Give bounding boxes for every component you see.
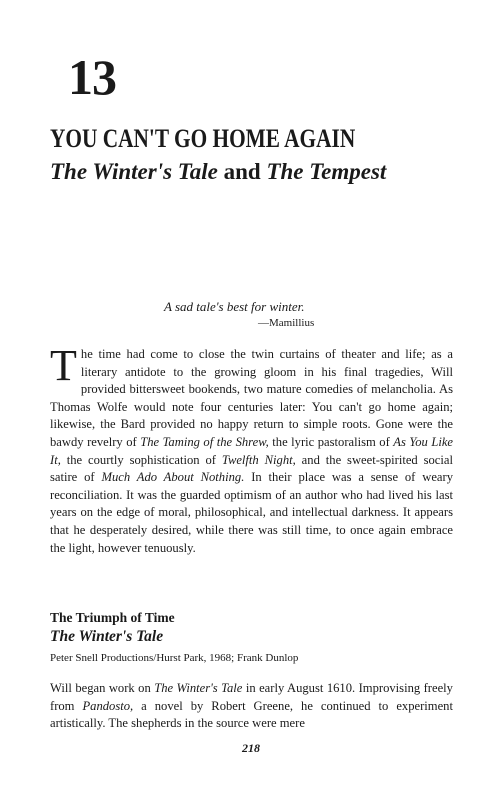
subtitle-play-2: The Tempest xyxy=(266,159,387,184)
chapter-title: YOU CAN'T GO HOME AGAIN xyxy=(50,124,356,153)
chapter-subtitle xyxy=(50,160,386,183)
text-run: in early August 1610. Improvising freely from xyxy=(50,681,453,713)
section-heading: The Triumph of Time xyxy=(50,610,175,625)
section-subheading: The Winter's Tale xyxy=(50,628,164,645)
italic-title-run: Pandosto, xyxy=(82,698,134,713)
text-run: and the sweet-spirited social satire of xyxy=(50,452,453,485)
text-run: the lyric pastoralism of xyxy=(268,434,394,449)
subtitle-play-1: The Winter's Tale xyxy=(50,159,218,184)
text-run: a novel by Robert Greene, he continued to experiment artistically. The shepherds in the source were mere xyxy=(50,698,453,731)
subtitle-connector: and xyxy=(217,159,267,184)
body-paragraph xyxy=(50,680,453,733)
text-run: he time had come to close the twin curtains of theater and life; as a literary antidote to the growing gloom in his final tragedies, Will provided bittersweet bookends, two mature comedies of melancholia. As Thomas Wolfe would note four centuries later: You can't go home again; likewise, the Bard provided no happy return to simple roots. Gone were the bawdy revelry of xyxy=(50,347,453,449)
intro-paragraph xyxy=(50,341,453,557)
text-run: the courtly sophistication of xyxy=(60,452,222,467)
drop-cap: T xyxy=(50,341,77,390)
page-number: 218 xyxy=(242,741,260,755)
italic-title-run: Twelfth Night, xyxy=(221,452,296,467)
body-paragraph-text xyxy=(50,681,453,730)
text-run: Will began work on xyxy=(50,681,155,695)
epigraph-quote: A sad tale's best for winter. xyxy=(164,299,305,314)
epigraph-attribution: —Mamillius xyxy=(258,317,315,329)
text-run: In their place was a sense of weary reconciliation. It was the guarded optimism of an author who had lived his last years on the edge of moral, philosophical, and intellectual darkness. It appears that he desperately desired, while there was still time, to once again embrace the light, however tenuously. xyxy=(50,470,453,555)
italic-title-run: The Winter's Tale xyxy=(154,681,243,695)
italic-title-run: Much Ado About Nothing. xyxy=(101,470,245,485)
chapter-number: 13 xyxy=(68,49,116,105)
intro-text xyxy=(50,341,453,555)
production-credit: Peter Snell Productions/Hurst Park, 1968; Frank Dunlop xyxy=(50,652,299,664)
italic-title-run: The Taming of the Shrew, xyxy=(140,434,269,449)
italic-title-run: As You Like It, xyxy=(50,434,453,467)
